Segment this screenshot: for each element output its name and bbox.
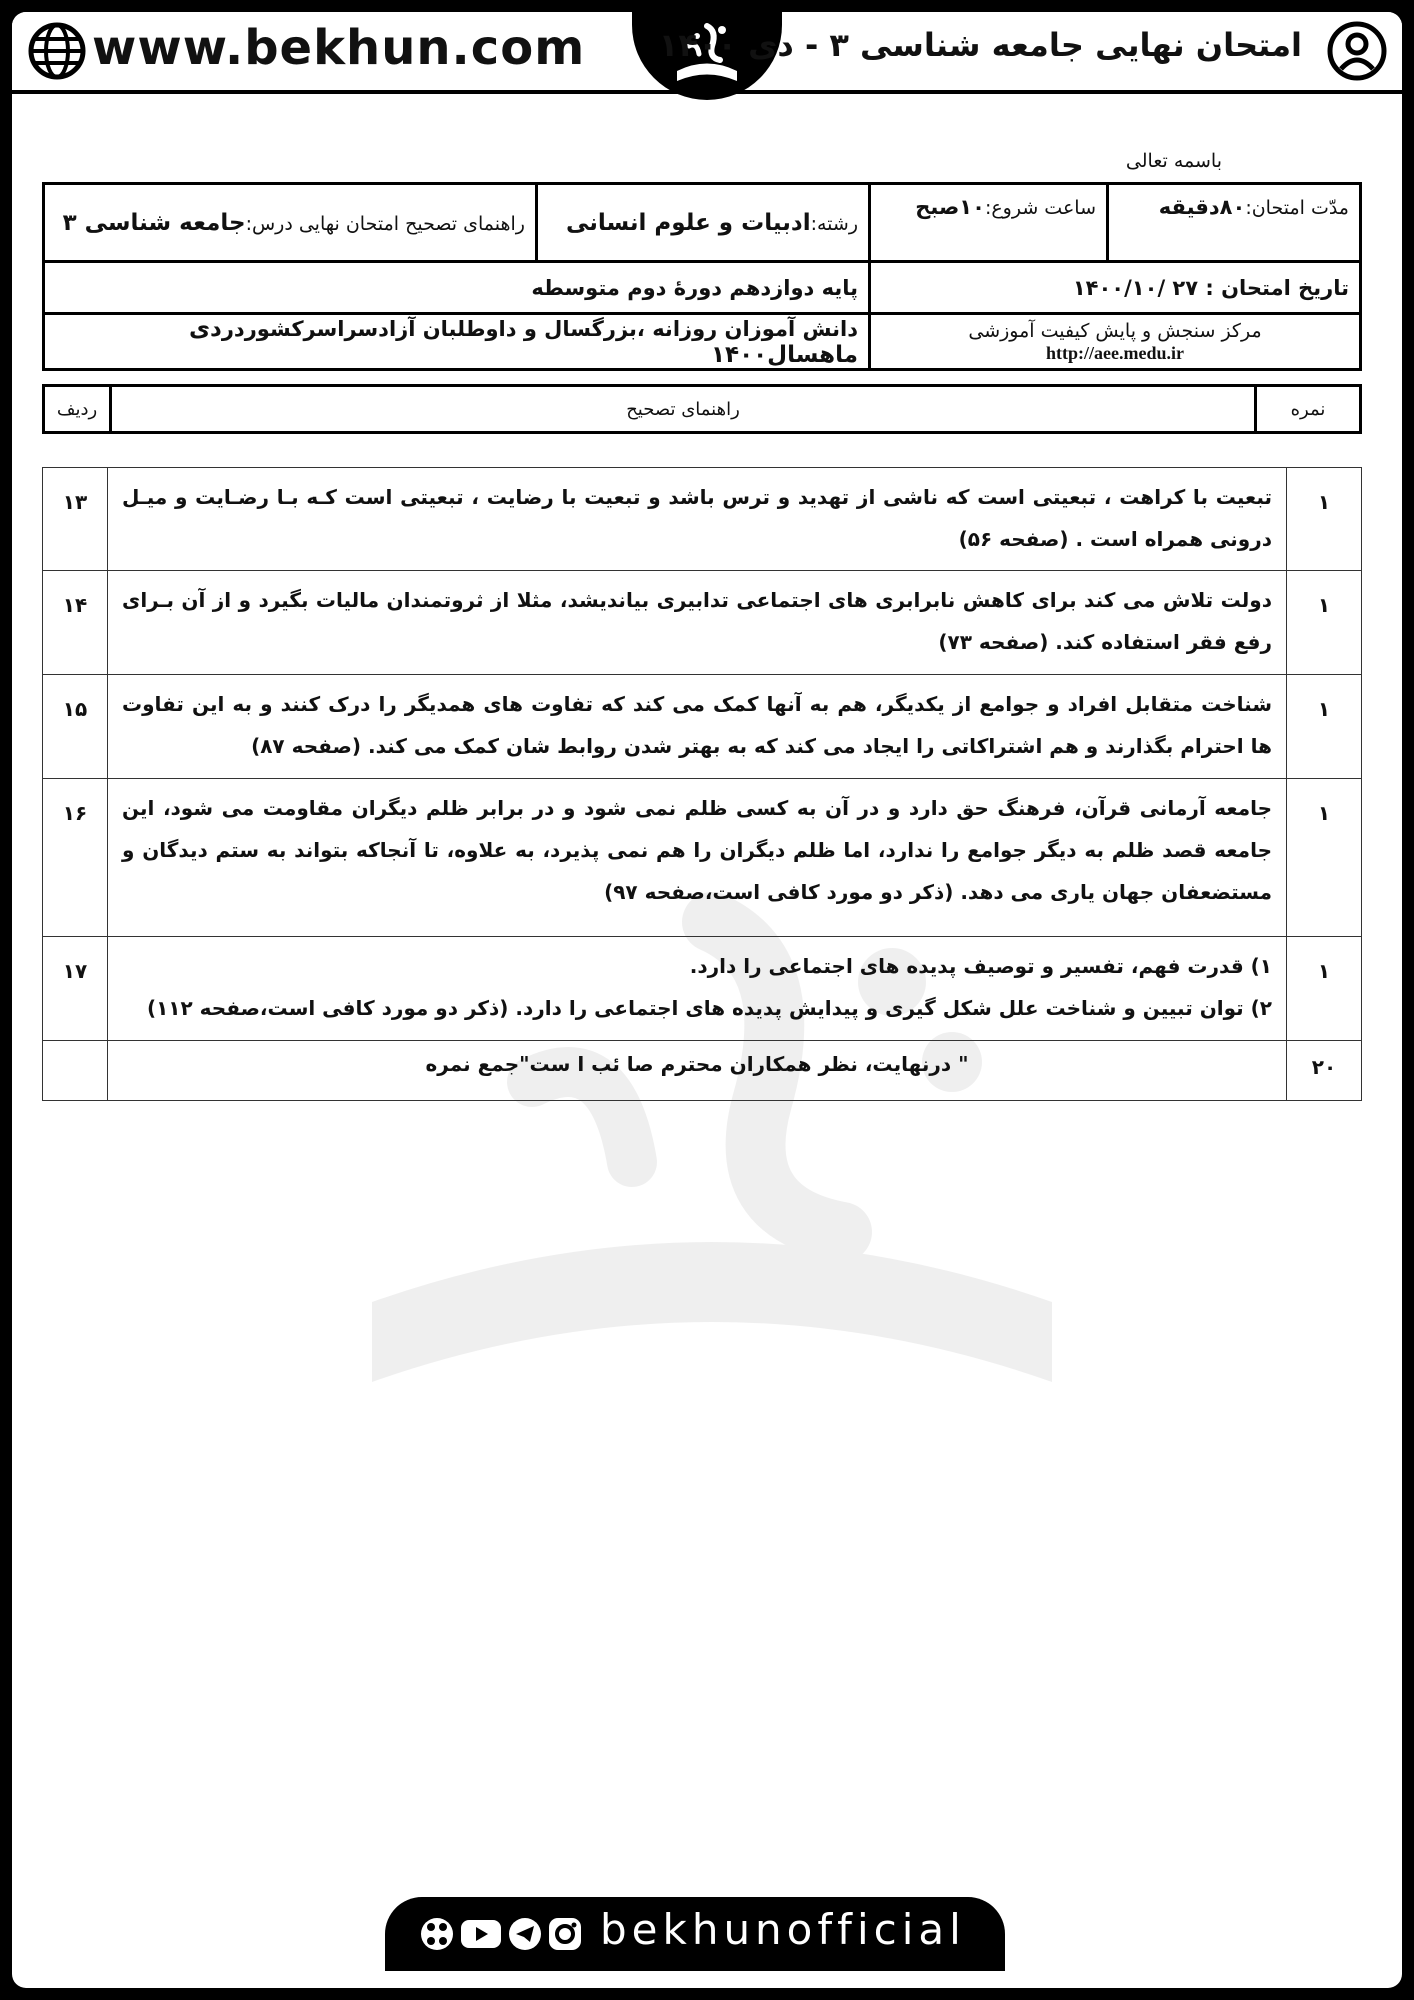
exam-title: امتحان نهایی جامعه شناسی ۳ - دی ۱۴۰۰ xyxy=(658,26,1302,64)
table-row: ۱۷ ۱) قدرت فهم، تفسیر و توصیف پدیده های اجتماعی را دارد. ۲) توان تبیین و شناخت علل شکل گیری و پیدایش پدیده های اجتماعی را دارد. (ذکر دو مورد کافی است،صفحه ۱۱۲) ۱ xyxy=(43,937,1362,1041)
grade-level: پایه دوازدهم دورهٔ دوم متوسطه xyxy=(44,262,870,314)
telegram-icon[interactable] xyxy=(509,1918,541,1950)
footer-bar xyxy=(385,1897,1005,1971)
total-score: ۲۰ xyxy=(1287,1041,1362,1101)
col-guide: راهنمای تصحیح xyxy=(111,386,1256,433)
total-row xyxy=(43,1041,1362,1101)
table-row: ۱۶ جامعه آرمانی قرآن، فرهنگ حق دارد و در آن به کسی ظلم نمی شود و در برابر ظلم دیگران مقاومت می شود، این جامعه قصد ظلم به دیگر جوامع را ندارد، اما ظلم دیگران را هم نمی پذیرد، به علاوه، تا آنجاکه بتواند به ستم دیدگان و مستضعفان جهان یاری می دهد. (ذکر دو مورد کافی است،صفحه ۹۷) ۱ xyxy=(43,779,1362,937)
site-url[interactable]: www.bekhun.com xyxy=(92,20,586,76)
field-name: ادبیات و علوم انسانی xyxy=(565,209,811,236)
globe-icon xyxy=(28,22,86,80)
exam-date: تاریخ امتحان : ۲۷ /۱۴۰۰/۱۰ xyxy=(870,262,1361,314)
start-time: ۱۰صبح xyxy=(915,195,985,219)
duration: ۸۰دقیقه xyxy=(1158,195,1246,219)
table-row: ۱۳ تبعیت با کراهت ، تبعیتی است که ناشی از تهدید و ترس باشد و تبعیت با رضایت ، تبعیتی است کـه بـا رضـایت و میـل درونی همراه است . (صفحه ۵۶) ۱ xyxy=(43,468,1362,571)
course-name: جامعه شناسی ۳ xyxy=(62,209,246,236)
duration-cell: مدّت امتحان:۸۰دقیقه xyxy=(1108,184,1361,262)
header-bar xyxy=(12,12,1402,94)
user-icon xyxy=(1326,20,1388,82)
page xyxy=(12,12,1402,1988)
center-cell xyxy=(870,314,1361,370)
aparat-icon[interactable] xyxy=(421,1918,453,1950)
start-cell: ساعت شروع:۱۰صبح xyxy=(870,184,1108,262)
exam-info-table xyxy=(42,182,1362,371)
table-row: ۱۴ دولت تلاش می کند برای کاهش نابرابری های اجتماعی تدابیری بیاندیشد، مثلا از ثروتمندان مالیات بگیرد و از آن بـرای رفع فقر استفاده کند. (صفحه ۷۳) ۱ xyxy=(43,571,1362,675)
total-text: " درنهایت، نظر همکاران محترم صا ئب ا ست"جمع نمره xyxy=(108,1041,1287,1101)
field-cell: رشته:ادبیات و علوم انسانی xyxy=(537,184,870,262)
social-icons xyxy=(417,1914,592,1958)
course-cell: راهنمای تصحیح امتحان نهایی درس:جامعه شناسی ۳ xyxy=(44,184,537,262)
answers-table xyxy=(42,467,1362,1101)
basmala: باسمه تعالی xyxy=(1125,150,1222,172)
students-line: دانش آموزان روزانه ،بزرگسال و داوطلبان آزادسراسرکشوردردی ماهسال۱۴۰۰ xyxy=(44,314,870,370)
table-row: ۱۵ شناخت متقابل افراد و جوامع از یکدیگر، هم به آنها کمک می کند که تفاوت های همدیگر را درک کنند و به این تفاوت ها احترام بگذارند و هم اشتراکاتی را ایجاد می کند که به بهتر شدن روابط شان کمک می کند. (صفحه ۸۷) ۱ xyxy=(43,675,1362,779)
youtube-icon[interactable] xyxy=(461,1920,501,1948)
center-name: مرکز سنجش و پایش کیفیت آموزشی xyxy=(968,319,1262,342)
col-score: نمره xyxy=(1256,386,1361,433)
instagram-icon[interactable] xyxy=(549,1918,581,1950)
center-url[interactable]: http://aee.medu.ir xyxy=(1046,342,1184,363)
social-handle[interactable]: bekhunofficial xyxy=(600,1905,966,1954)
col-row: ردیف xyxy=(44,386,111,433)
guide-header-table xyxy=(42,384,1362,434)
